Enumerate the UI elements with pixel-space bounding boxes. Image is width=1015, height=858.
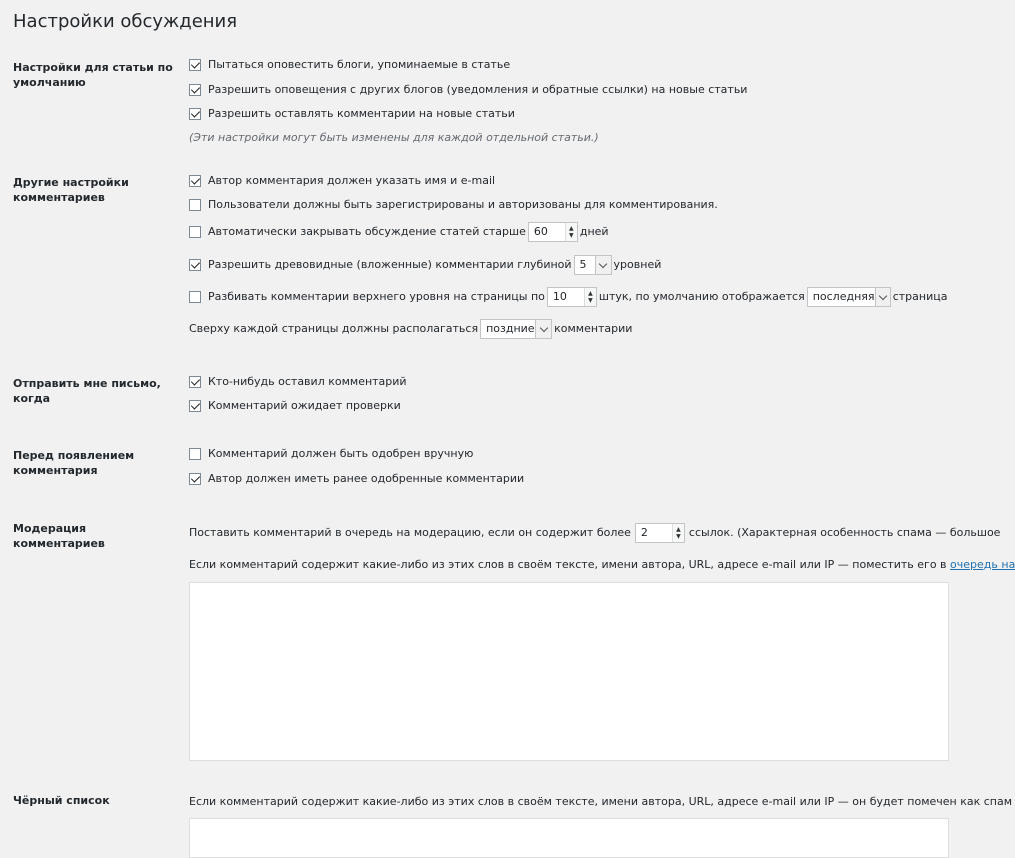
moderation-queue-link[interactable]: очередь на xyxy=(950,558,1015,571)
close-days-input[interactable] xyxy=(528,222,578,242)
option-label: Автоматически закрывать обсуждение статей старше xyxy=(208,225,526,238)
option-label: Пытаться оповестить блоги, упоминаемые в статье xyxy=(208,58,511,71)
moderation-links-input[interactable] xyxy=(635,523,685,543)
moderation-text: Поставить комментарий в очередь на модерацию, если он содержит более xyxy=(189,526,631,539)
section-label-defaults: Настройки для статьи по умолчанию xyxy=(13,61,173,89)
moderation-links-value: 2 xyxy=(640,526,648,539)
option-comment-order xyxy=(189,319,632,339)
default-page-select[interactable] xyxy=(807,287,891,307)
comments-per-page-input[interactable] xyxy=(547,287,597,307)
checkbox[interactable] xyxy=(189,226,201,238)
option-label: Кто-нибудь оставил комментарий xyxy=(208,375,407,388)
spinner-icon[interactable]: ▲ ▼ xyxy=(565,223,577,241)
option-threaded-comments xyxy=(189,255,661,275)
checkbox[interactable] xyxy=(189,448,201,460)
option-label: Автор комментария должен указать имя и e-mail xyxy=(208,174,496,187)
option-label: Разрешить древовидные (вложенные) комментарии глубиной xyxy=(208,258,572,271)
option-label: Разрешить оповещения с других блогов (уведомления и обратные ссылки) на новые статьи xyxy=(208,83,748,96)
option-label: Комментарий должен быть одобрен вручную xyxy=(208,447,474,460)
moderation-keys-textarea[interactable] xyxy=(189,582,949,761)
option-label: Разбивать комментарии верхнего уровня на страницы по xyxy=(208,290,545,303)
chevron-down-icon xyxy=(875,288,890,306)
moderation-text: ссылок. (Характерная особенность спама — большое xyxy=(688,526,1001,539)
checkbox[interactable] xyxy=(189,108,201,120)
option-email-new-comment[interactable] xyxy=(189,374,407,390)
option-page-comments xyxy=(189,287,947,307)
section-label-before: Перед появлением комментария xyxy=(13,449,135,477)
option-close-comments xyxy=(189,222,609,242)
chevron-down-icon xyxy=(535,320,551,338)
spinner-icon[interactable]: ▲ ▼ xyxy=(584,288,596,306)
option-label: страница xyxy=(892,290,948,303)
close-days-value: 60 xyxy=(533,225,548,238)
checkbox[interactable] xyxy=(189,400,201,412)
option-require-registration[interactable] xyxy=(189,197,718,213)
moderation-links-row xyxy=(189,523,1000,543)
blacklist-text: Если комментарий содержит какие-либо из этих слов в своём тексте, имени автора, URL, адресе e-mail или IP — он будет помечен как спам xyxy=(189,795,1013,808)
comment-order-value: поздние xyxy=(486,322,535,335)
thread-depth-select[interactable] xyxy=(574,255,612,275)
option-label: Сверху каждой страницы должны располагаться xyxy=(189,322,479,335)
checkbox[interactable] xyxy=(189,84,201,96)
option-label: комментарии xyxy=(554,322,633,335)
spinner-icon[interactable]: ▲ ▼ xyxy=(672,524,684,542)
moderation-words-row xyxy=(189,557,1015,573)
defaults-note: (Эти настройки могут быть изменены для каждой отдельной статьи.) xyxy=(189,131,599,144)
section-label-email: Отправить мне письмо, когда xyxy=(13,377,161,405)
chevron-down-icon xyxy=(595,256,611,274)
option-label: штук, по умолчанию отображается xyxy=(598,290,805,303)
thread-depth-value: 5 xyxy=(579,258,587,271)
option-previously-approved[interactable] xyxy=(189,471,524,487)
page-title: Настройки обсуждения xyxy=(13,11,238,32)
option-label: уровней xyxy=(613,258,662,271)
checkbox[interactable] xyxy=(189,473,201,485)
checkbox[interactable] xyxy=(189,259,201,271)
option-email-moderation[interactable] xyxy=(189,398,401,414)
comment-order-select[interactable] xyxy=(480,319,552,339)
option-manual-approval[interactable] xyxy=(189,446,473,462)
option-label: Пользователи должны быть зарегистрированы и авторизованы для комментирования. xyxy=(208,198,718,211)
checkbox[interactable] xyxy=(189,376,201,388)
option-allow-pingbacks[interactable] xyxy=(189,82,747,98)
section-label-other: Другие настройки комментариев xyxy=(13,176,129,204)
default-page-value: последняя xyxy=(812,290,875,303)
option-label: Автор должен иметь ранее одобренные комментарии xyxy=(208,472,525,485)
section-label-moderation: Модерация комментариев xyxy=(13,522,105,550)
checkbox[interactable] xyxy=(189,291,201,303)
checkbox[interactable] xyxy=(189,59,201,71)
blacklist-keys-textarea[interactable] xyxy=(189,818,949,858)
option-notify-blogs[interactable] xyxy=(189,57,510,73)
section-label-blacklist: Чёрный список xyxy=(13,794,110,807)
option-label: Комментарий ожидает проверки xyxy=(208,399,401,412)
option-require-name-email[interactable] xyxy=(189,173,495,189)
option-label: Разрешить оставлять комментарии на новые статьи xyxy=(208,107,515,120)
comments-per-page-value: 10 xyxy=(552,290,567,303)
checkbox[interactable] xyxy=(189,199,201,211)
option-label: дней xyxy=(579,225,609,238)
checkbox[interactable] xyxy=(189,175,201,187)
option-allow-comments[interactable] xyxy=(189,106,515,122)
moderation-words-text: Если комментарий содержит какие-либо из этих слов в своём тексте, имени автора, URL, адресе e-mail или IP — поместить его в xyxy=(189,558,947,571)
